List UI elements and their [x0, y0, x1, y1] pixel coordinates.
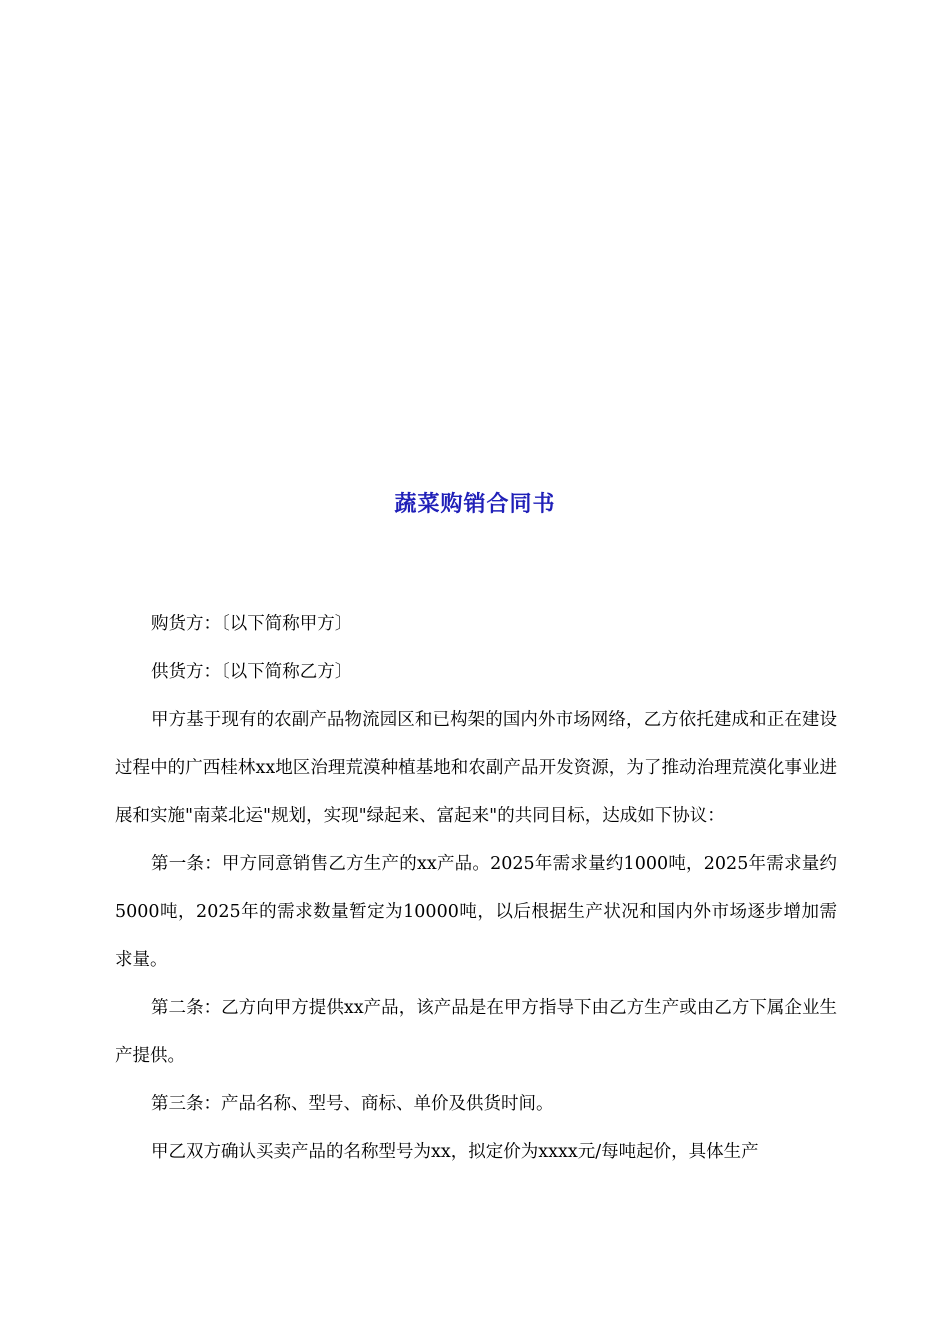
document-body [115, 600, 837, 1176]
paragraph-pricing: 甲乙双方确认买卖产品的名称型号为xx，拟定价为xxxx元/每吨起价，具体生产 [151, 1142, 759, 1162]
paragraph-article-2: 第二条：乙方向甲方提供xx产品，该产品是在甲方指导下由乙方生产或由乙方下属企业生产提供。 [115, 998, 837, 1066]
paragraph-buyer: 购货方：〔以下简称甲方〕 [151, 614, 353, 634]
paragraph-seller: 供货方：〔以下简称乙方〕 [151, 662, 353, 682]
paragraph-article-3: 第三条：产品名称、型号、商标、单价及供货时间。 [151, 1094, 554, 1114]
document-title: 蔬菜购销合同书 [394, 491, 556, 517]
paragraph-preamble: 甲方基于现有的农副产品物流园区和已构架的国内外市场网络，乙方依托建成和正在建设过程中的广西桂林xx地区治理荒漠种植基地和农副产品开发资源，为了推动治理荒漠化事业进展和实施"南菜北运"规划，实现"绿起来、富起来"的共同目标，达成如下协议： [115, 710, 837, 826]
paragraph-article-1: 第一条：甲方同意销售乙方生产的xx产品。2025年需求量约1000吨，2025年需求量约5000吨，2025年的需求数量暂定为10000吨，以后根据生产状况和国内外市场逐步增加需求量。 [115, 854, 837, 970]
